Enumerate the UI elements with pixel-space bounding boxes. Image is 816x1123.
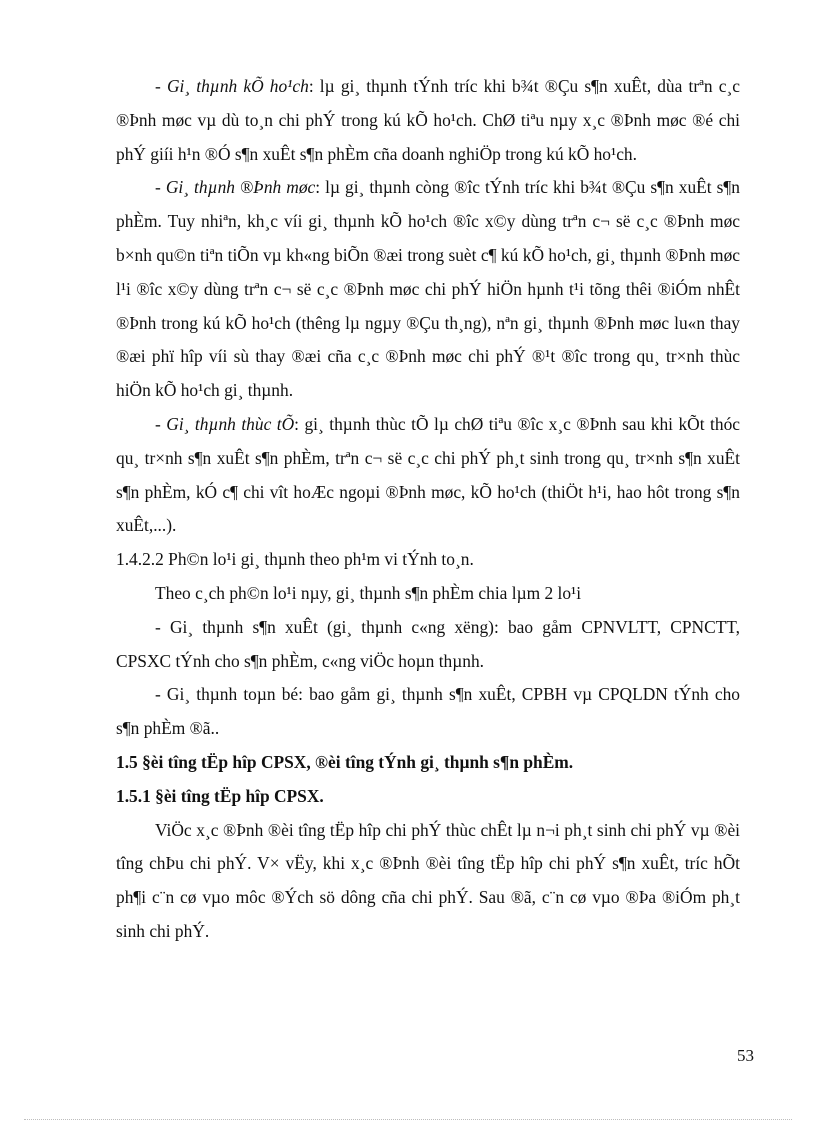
page-bottom-divider [24, 1119, 792, 1120]
paragraph-cost-object: ViÖc x¸c ®Þnh ®èi tîng tËp hîp chi phÝ thùc chÊt lµ n¬i ph¸t sinh chi phÝ vµ ®èi tîng chÞu chi phÝ. V× vËy, khi x¸c ®Þnh ®èi tîng tËp hîp chi phÝ s¶n xuÊt, tríc hÕt ph¶i c¨n cø vµo môc ®Ých sö dông cña chi phÝ. Sau ®ã, c¨n cø vµo ®Þa ®iÓm ph¸t sinh chi phÝ. [116, 819, 740, 941]
section-heading-15: 1.5 §èi tîng tËp hîp CPSX, ®èi tîng tÝnh gi¸ thµnh s¶n phÈm. [116, 751, 574, 772]
term-actual-cost: - Gi¸ thµnh thùc tÕ [155, 413, 295, 434]
paragraph-plan-cost [116, 70, 740, 171]
definition-plan-cost: : lµ gi¸ thµnh tÝnh tríc khi b¾t ®Çu s¶n xuÊt, dùa trªn c¸c ®Þnh møc vµ dù to¸n chi phÝ trong kú kÕ ho¹ch. ChØ tiªu nµy x¸c ®Þnh møc ®é chi phÝ giíi h¹n ®Ó s¶n xuÊt s¶n phÈm cña doanh nghiÖp trong kú kÕ ho¹ch. [116, 76, 740, 164]
definition-norm-cost: : lµ gi¸ thµnh còng ®îc tÝnh tríc khi b¾t ®Çu s¶n xuÊt s¶n phÈm. Tuy nhiªn, kh¸c víi gi¸ thµnh kÕ ho¹ch ®îc x©y dùng trªn c¬ së c¸c ®Þnh møc b×nh qu©n tiªn tiÕn vµ kh«ng biÕn ®æi trong suèt c¶ kú kÕ ho¹ch, gi¸ thµnh ®Þnh møc l¹i ®îc x©y dùng trªn c¬ së c¸c ®Þnh møc chi phÝ hiÖn hµnh t¹i tõng thêi ®iÓm nhÊt ®Þnh trong kú kÕ ho¹ch (thêng lµ ngµy ®Çu th¸ng), nªn gi¸ thµnh ®Þnh møc lu«n thay ®æi phï hîp víi sù thay ®æi cña c¸c ®Þnh møc chi phÝ ®¹t ®îc trong qu¸ tr×nh thùc hiÖn kÕ ho¹ch gi¸ thµnh. [116, 177, 740, 401]
paragraph-classification-intro: Theo c¸ch ph©n lo¹i nµy, gi¸ thµnh s¶n phÈm chia lµm 2 lo¹i [155, 582, 582, 603]
section-heading-151: 1.5.1 §èi tîng tËp hîp CPSX. [116, 785, 324, 806]
term-norm-cost: - Gi¸ thµnh ®Þnh møc [155, 177, 316, 198]
page-number: 53 [737, 1046, 754, 1065]
subsection-heading-1422: 1.4.2.2 Ph©n lo¹i gi¸ thµnh theo ph¹m vi tÝnh to¸n. [116, 549, 474, 570]
body-text [116, 70, 740, 949]
paragraph-production-cost: - Gi¸ thµnh s¶n xuÊt (gi¸ thµnh c«ng xëng): bao gåm CPNVLTT, CPNCTT, CPSXC tÝnh cho s¶n phÈm, c«ng viÖc hoµn thµnh. [116, 616, 740, 671]
paragraph-norm-cost [116, 171, 740, 408]
term-plan-cost: - Gi¸ thµnh kÕ ho¹ch [155, 76, 309, 96]
paragraph-total-cost: - Gi¸ thµnh toµn bé: bao gåm gi¸ thµnh s¶n xuÊt, CPBH vµ CPQLDN tÝnh cho s¶n phÈm ®ã.. [116, 684, 740, 739]
paragraph-actual-cost [116, 408, 740, 543]
definition-actual-cost: : gi¸ thµnh thùc tÕ lµ chØ tiªu ®îc x¸c ®Þnh sau khi kÕt thóc qu¸ tr×nh s¶n xuÊt s¶n phÈm, trªn c¬ së c¸c chi phÝ ph¸t sinh trong qu¸ tr×nh s¶n xuÊt s¶n phÈm, kÓ c¶ chi vît hoÆc ngoµi ®Þnh møc, kÕ ho¹ch (thiÖt h¹i, hao hôt trong s¶n xuÊt,...). [116, 413, 740, 536]
